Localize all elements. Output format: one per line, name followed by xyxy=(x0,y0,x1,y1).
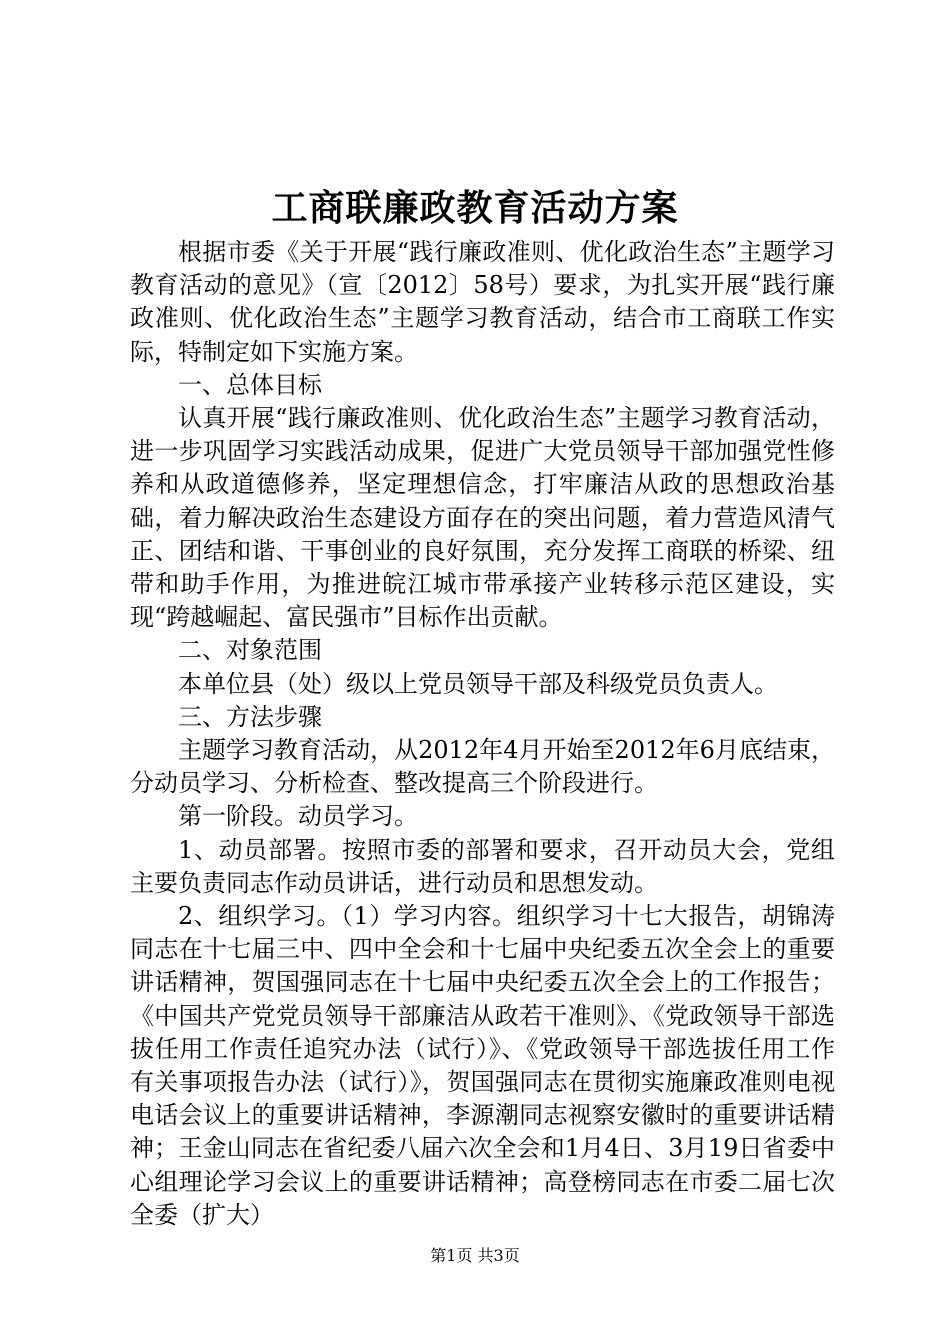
page-number: 第1页 共3页 xyxy=(430,1246,520,1265)
paragraph-intro: 根据市委《关于开展“践行廉政准则、优化政治生态”主题学习教育活动的意见》（宣〔2012〕58号）要求，为扎实开展“践行廉政准则、优化政治生态”主题学习教育活动，结合市工商联工作实际，特制定如下实施方案。 xyxy=(130,238,835,366)
paragraph-scope: 本单位县（处）级以上党员领导干部及科级党员负责人。 xyxy=(178,669,778,698)
section-heading-scope: 二、对象范围 xyxy=(178,636,322,665)
stage-heading-one: 第一阶段。动员学习。 xyxy=(178,802,418,831)
paragraph-steps: 主题学习教育活动，从2012年4月开始至2012年6月底结束，分动员学习、分析检查、整改提高三个阶段进行。 xyxy=(130,736,835,798)
document-title: 工商联廉政教育活动方案 xyxy=(271,187,679,229)
paragraph-study: 2、组织学习。（1）学习内容。组织学习十七大报告，胡锦涛同志在十七届三中、四中全会和十七届中央纪委五次全会上的重要讲话精神，贺国强同志在十七届中央纪委五次全会上的工作报告；《中国共产党党员领导干部廉洁从政若干准则》、《党政领导干部选拔任用工作责任追究办法（试行）》、《党政领导干部选拔任用工作有关事项报告办法（试行）》，贺国强同志在贯彻实施廉政准则电视电话会议上的重要讲话精神，李源潮同志视察安徽时的重要讲话精神；王金山同志在省纪委八届六次全会和1月4日、3月19日省委中心组理论学习会议上的重要讲话精神；高登榜同志在市委二届七次全委（扩大） xyxy=(130,902,835,1229)
section-heading-goals: 一、总体目标 xyxy=(178,370,322,399)
paragraph-mobilize: 1、动员部署。按照市委的部署和要求，召开动员大会，党组主要负责同志作动员讲话，进行动员和思想发动。 xyxy=(130,835,835,897)
section-heading-steps: 三、方法步骤 xyxy=(178,702,322,731)
paragraph-goals: 认真开展“践行廉政准则、优化政治生态”主题学习教育活动，进一步巩固学习实践活动成果，促进广大党员领导干部加强党性修养和从政道德修养，坚定理想信念，打牢廉洁从政的思想政治基础，着力解决政治生态建设方面存在的突出问题，着力营造风清气正、团结和谐、干事创业的良好氛围，充分发挥工商联的桥梁、纽带和助手作用，为推进皖江城市带承接产业转移示范区建设，实现“跨越崛起、富民强市”目标作出贡献。 xyxy=(130,404,835,632)
document-body xyxy=(130,236,835,1232)
